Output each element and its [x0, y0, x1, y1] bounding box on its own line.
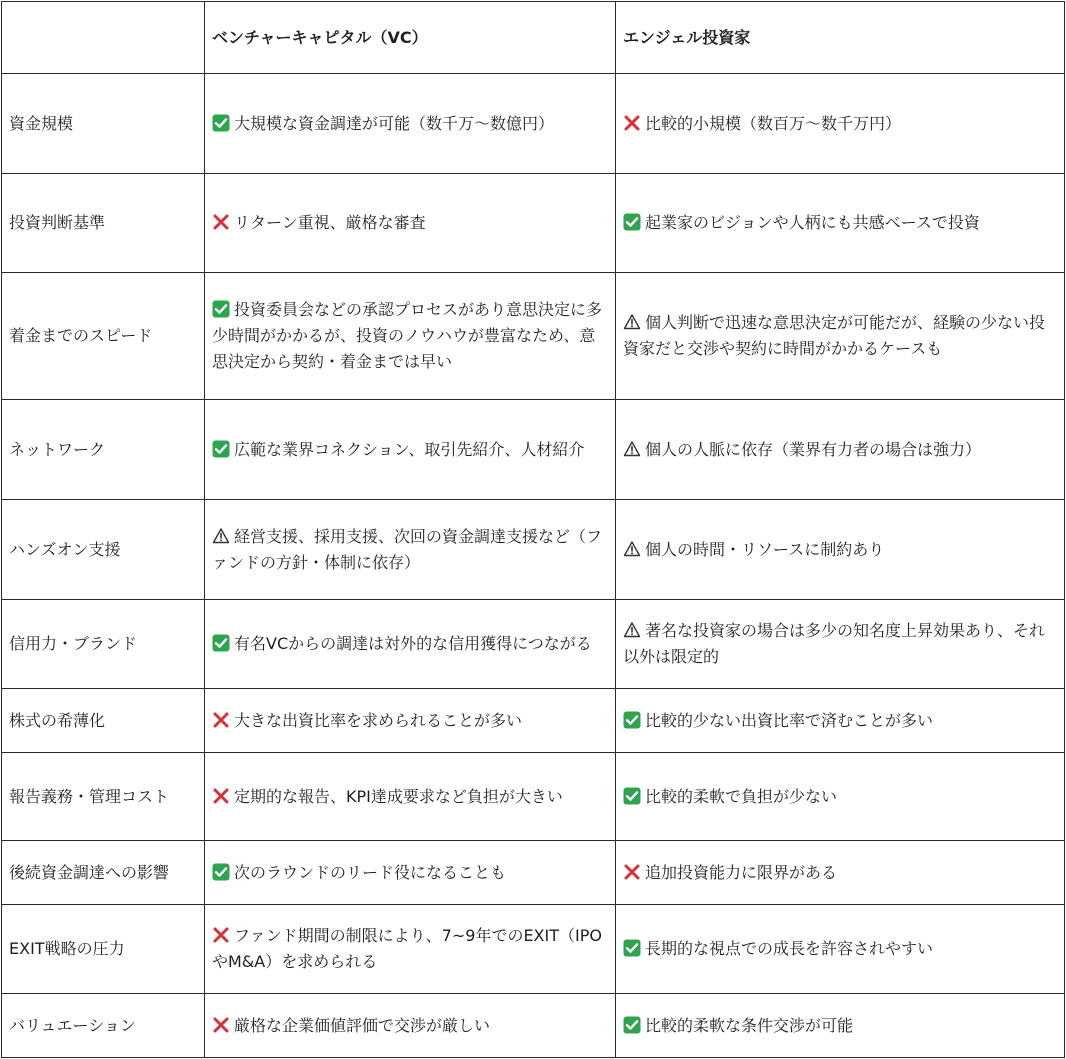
row-label: 信用力・ブランド	[2, 600, 205, 689]
angel-cell	[616, 174, 1065, 273]
header-angel: エンジェル投資家	[616, 2, 1065, 74]
table-row	[2, 74, 1065, 174]
angel-cell-text: 著名な投資家の場合は多少の知名度上昇効果あり、それ以外は限定的	[623, 621, 1046, 666]
table-row	[2, 273, 1065, 400]
check-icon	[623, 939, 641, 957]
angel-cell	[616, 600, 1065, 689]
warning-icon	[623, 621, 641, 639]
table-row	[2, 905, 1065, 994]
angel-cell	[616, 74, 1065, 174]
vc-cell-text: 投資委員会などの承認プロセスがあり意思決定に多少時間がかかるが、投資のノウハウが豊富なため、意思決定から契約・着金までは早い	[212, 300, 603, 371]
comparison-table	[1, 1, 1065, 1058]
angel-cell-text: 比較的少ない出資比率で済むことが多い	[645, 710, 934, 730]
warning-icon	[623, 313, 641, 331]
row-label: 投資判断基準	[2, 174, 205, 273]
cross-icon	[623, 863, 641, 881]
check-icon	[623, 711, 641, 729]
check-icon	[623, 1016, 641, 1034]
vc-cell	[205, 689, 616, 753]
check-icon	[212, 114, 230, 132]
check-icon	[623, 213, 641, 231]
vc-cell-text: ファンド期間の制限により、7~9年でのEXIT（IPOやM&A）を求められる	[212, 926, 602, 971]
vc-cell	[205, 174, 616, 273]
angel-cell-text: 個人の人脈に依存（業界有力者の場合は強力）	[645, 439, 982, 459]
row-label: 着金までのスピード	[2, 273, 205, 400]
vc-cell	[205, 753, 616, 841]
cross-icon	[212, 926, 230, 944]
vc-cell-text: 広範な業界コネクション、取引先紹介、人材紹介	[234, 439, 585, 459]
vc-cell-text: 厳格な企業価値評価で交渉が厳しい	[234, 1015, 491, 1035]
cross-icon	[212, 711, 230, 729]
row-label: バリュエーション	[2, 994, 205, 1058]
vc-cell	[205, 841, 616, 905]
row-label: 資金規模	[2, 74, 205, 174]
vc-cell	[205, 905, 616, 994]
angel-cell	[616, 400, 1065, 500]
cross-icon	[212, 1016, 230, 1034]
table-row	[2, 841, 1065, 905]
check-icon	[212, 863, 230, 881]
table-row	[2, 994, 1065, 1058]
check-icon	[212, 300, 230, 318]
row-label: EXIT戦略の圧力	[2, 905, 205, 994]
header-corner-cell	[2, 2, 205, 74]
angel-cell	[616, 753, 1065, 841]
angel-cell	[616, 841, 1065, 905]
row-label: ハンズオン支援	[2, 500, 205, 600]
vc-cell	[205, 600, 616, 689]
vc-cell	[205, 400, 616, 500]
table-row	[2, 600, 1065, 689]
vc-cell-text: 有名VCからの調達は対外的な信用獲得につながる	[234, 634, 592, 653]
vc-cell	[205, 500, 616, 600]
angel-cell	[616, 273, 1065, 400]
header-vc: ベンチャーキャピタル（VC）	[205, 2, 616, 74]
angel-cell-text: 個人の時間・リソースに制約あり	[645, 539, 885, 559]
cross-icon	[623, 114, 641, 132]
vc-cell	[205, 273, 616, 400]
row-label: ネットワーク	[2, 400, 205, 500]
warning-icon	[212, 527, 230, 545]
row-label: 報告義務・管理コスト	[2, 753, 205, 841]
header-row	[2, 2, 1065, 74]
row-label: 株式の希薄化	[2, 689, 205, 753]
warning-icon	[623, 440, 641, 458]
check-icon	[212, 634, 230, 652]
cross-icon	[212, 213, 230, 231]
vc-cell-text: 大きな出資比率を求められることが多い	[234, 710, 523, 730]
vc-cell	[205, 994, 616, 1058]
angel-cell-text: 長期的な視点での成長を許容されやすい	[645, 939, 934, 958]
vc-cell-text: 次のラウンドのリード役になることも	[234, 862, 507, 882]
vc-cell-text: 定期的な報告、KPI達成要求など負担が大きい	[234, 786, 563, 806]
check-icon	[623, 787, 641, 805]
check-icon	[212, 440, 230, 458]
table-row	[2, 400, 1065, 500]
angel-cell-text: 追加投資能力に限界がある	[645, 862, 838, 882]
angel-cell-text: 比較的柔軟な条件交渉が可能	[645, 1015, 854, 1035]
warning-icon	[623, 540, 641, 558]
table-row	[2, 689, 1065, 753]
vc-cell	[205, 74, 616, 174]
table-row	[2, 753, 1065, 841]
angel-cell	[616, 689, 1065, 753]
cross-icon	[212, 787, 230, 805]
angel-cell-text: 個人判断で迅速な意思決定が可能だが、経験の少ない投資家だと交渉や契約に時間がかかるケースも	[623, 313, 1046, 358]
angel-cell-text: 起業家のビジョンや人柄にも共感ベースで投資	[645, 213, 980, 232]
angel-cell	[616, 500, 1065, 600]
vc-cell-text: 大規模な資金調達が可能（数千万〜数億円）	[234, 113, 555, 133]
angel-cell-text: 比較的小規模（数百万〜数千万円）	[645, 113, 902, 133]
row-label: 後続資金調達への影響	[2, 841, 205, 905]
angel-cell	[616, 905, 1065, 994]
vc-cell-text: リターン重視、厳格な審査	[234, 213, 426, 232]
vc-cell-text: 経営支援、採用支援、次回の資金調達支援など（ファンドの方針・体制に依存）	[212, 526, 603, 572]
angel-cell-text: 比較的柔軟で負担が少ない	[645, 786, 838, 806]
table-row	[2, 174, 1065, 273]
table-row	[2, 500, 1065, 600]
angel-cell	[616, 994, 1065, 1058]
